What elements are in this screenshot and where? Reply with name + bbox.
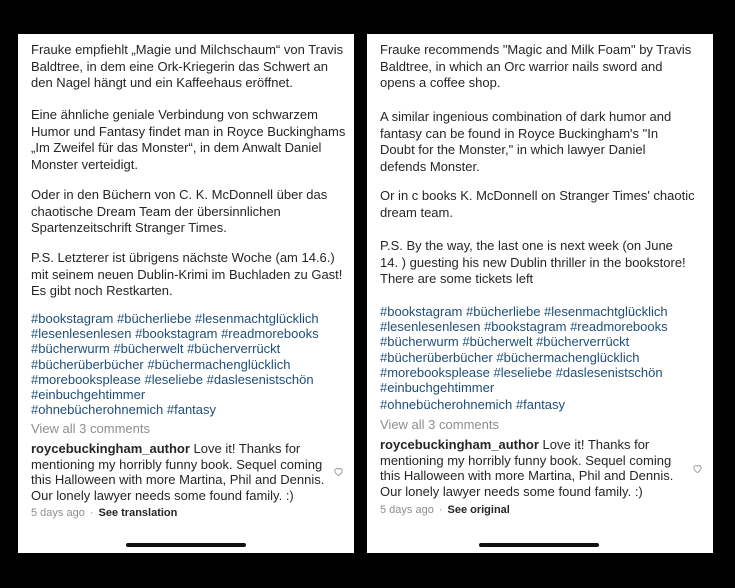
caption-paragraph [380,238,686,288]
comment-username[interactable]: roycebuckingham_author [380,437,539,452]
comment-line: this Halloween with more Martina, Phil and Dennis. [380,468,674,483]
caption-line: Baldtree, in which an Orc warrior nails sword and [380,58,663,74]
comment-time: 5 days ago [31,507,85,519]
hashtag-line[interactable]: #lesenlesenlesen #bookstagram #readmorebooks [380,319,668,335]
caption-line: „Im Zweifel für das Monster“, in dem Anwalt Daniel [31,140,322,155]
caption-line: Humor und Fantasy findet man in Royce Buckinghams [31,123,346,139]
caption-line: There are some tickets left [380,271,534,286]
caption-line: fantasy can be found in Royce Buckingham's "In [380,125,659,141]
hashtag-line[interactable]: #bookstagram #bücherliebe #lesenmachtglücklich [380,304,668,319]
comment-time: 5 days ago [380,504,434,516]
caption-paragraph [31,42,343,92]
view-all-comments-link[interactable]: View all 3 comments [380,417,499,432]
post-caption-translated [367,34,713,553]
comment [380,437,673,499]
caption-paragraph [31,187,327,237]
comment-meta [31,505,177,522]
post-caption-original [18,34,354,553]
comment-line: Our lonely lawyer needs some found family. :) [31,487,294,503]
heart-outline-icon[interactable] [333,466,344,477]
comment [31,441,324,503]
separator: · [89,507,94,519]
caption-paragraph [380,188,695,221]
caption-line: Baldtree, in dem eine Ork-Kriegerin das Schwert an [31,58,328,74]
caption-line: opens a coffee shop. [380,75,501,90]
home-indicator [126,543,246,547]
separator: · [438,504,443,516]
comment-line: this Halloween with more Martina, Phil and Dennis. [31,472,325,487]
caption-line: 14. ) guesting his new Dublin thriller in the bookstore! [380,254,686,270]
hashtag-line[interactable]: #morebooksplease #leseliebe #daslesenistschön [380,364,663,380]
caption-paragraph [380,42,691,92]
hashtag-line[interactable]: #lesenlesenlesen #bookstagram #readmorebooks [31,326,319,342]
comment-text: Love it! Thanks for [189,441,301,456]
caption-paragraph [380,109,671,175]
view-all-comments-link[interactable]: View all 3 comments [31,421,150,436]
caption-line: P.S. By the way, the last one is next week (on June [380,238,673,253]
caption-line: defends Monster. [380,158,480,174]
caption-line: Spartenzeitschrift Stranger Times. [31,220,227,235]
caption-line: Doubt for the Monster," in which lawyer Daniel [380,142,646,157]
comment-text: Love it! Thanks for [538,437,650,452]
comment-username[interactable]: roycebuckingham_author [31,441,190,456]
caption-line: Oder in den Büchern von C. K. McDonnell über das [31,187,328,202]
hashtag-line[interactable]: #einbuchgehtimmer [380,380,495,396]
hashtag-line[interactable]: #bücherüberbücher #büchermachenglücklich [31,356,291,372]
caption-line: den Nagel hängt und ein Kaffeehaus eröffnet. [31,75,293,90]
caption-line: Frauke empfiehlt „Magie und Milchschaum“ von Travis [31,42,344,57]
caption-line: Frauke recommends "Magic and Milk Foam" by Travis [380,42,692,57]
hashtag-line[interactable]: #bücherwurm #bücherwelt #bücherverrückt [31,341,281,357]
comment-meta [380,502,510,519]
caption-paragraph [31,250,342,300]
hashtag-list [380,304,668,395]
hashtag-line[interactable]: #bookstagram #bücherliebe #lesenmachtglücklich [31,311,319,326]
caption-line: A similar ingenious combination of dark humor and [380,109,672,124]
comment-line: Our lonely lawyer needs some found family. :) [380,483,643,499]
home-indicator [479,543,599,547]
caption-line: Monster verteidigt. [31,156,138,172]
hashtag-line[interactable]: #ohnebücherohnemich #fantasy [380,397,566,412]
see-translation-button[interactable]: See translation [98,507,178,519]
hashtag-line[interactable]: #ohnebücherohnemich #fantasy [31,402,217,417]
heart-outline-icon[interactable] [692,463,703,474]
hashtag-line[interactable]: #einbuchgehtimmer [31,387,146,403]
hashtag-line[interactable]: #morebooksplease #leseliebe #daslesenistschön [31,371,314,387]
caption-line: Es gibt noch Restkarten. [31,283,173,298]
comment-line: mentioning my horribly funny book. Sequel coming [380,452,672,468]
caption-line: Or in c books K. McDonnell on Stranger Times' chaotic [380,188,695,203]
caption-line: Eine ähnliche geniale Verbindung von schwarzem [31,107,318,122]
caption-line: P.S. Letzterer ist übrigens nächste Woche (am 14.6.) [31,250,335,265]
see-original-button[interactable]: See original [447,504,510,516]
caption-line: mit seinem neuen Dublin-Krimi im Buchladen zu Gast! [31,266,343,282]
comment-line: mentioning my horribly funny book. Sequel coming [31,456,323,472]
hashtag-line[interactable]: #bücherüberbücher #büchermachenglücklich [380,349,640,365]
caption-paragraph [31,107,345,173]
hashtag-list [31,311,319,402]
comment-line [31,441,324,457]
comment-line [380,437,673,453]
hashtag-line[interactable]: #bücherwurm #bücherwelt #bücherverrückt [380,334,630,350]
caption-line: dream team. [380,204,453,220]
caption-line: chaotische Dream Team der übersinnlichen [31,203,281,219]
